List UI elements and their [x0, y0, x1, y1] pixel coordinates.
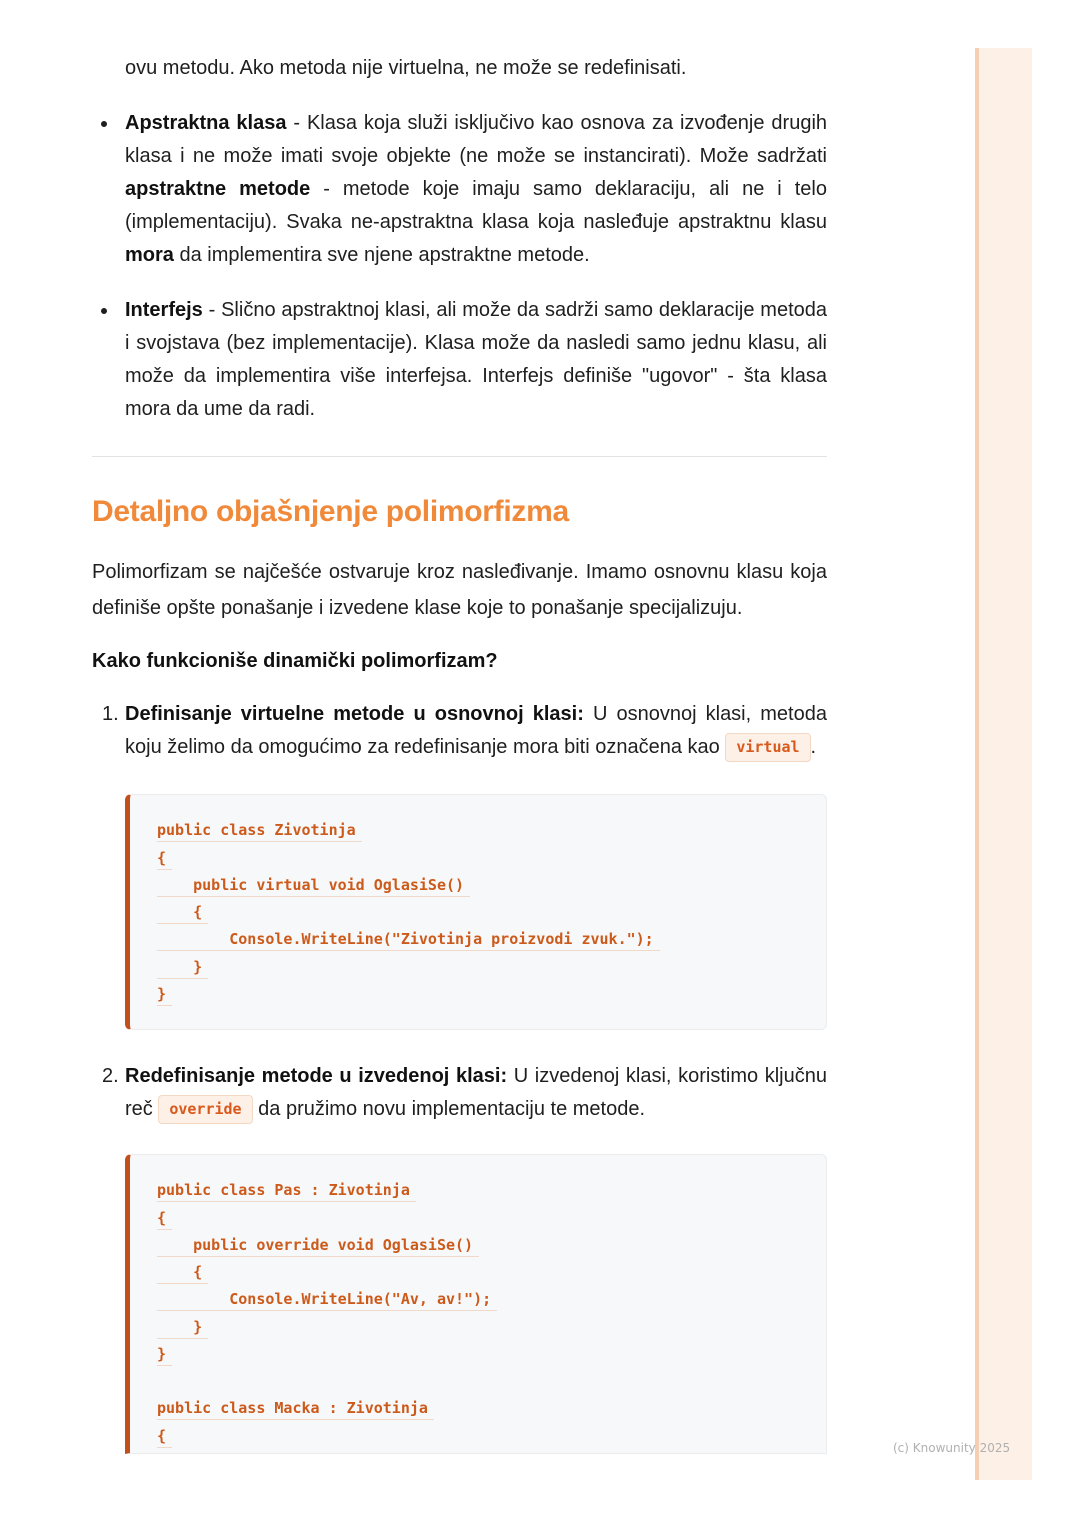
subheading: Kako funkcioniše dinamički polimorfizam? [92, 650, 498, 672]
step-number: 2. [102, 1065, 119, 1087]
step-1-title: Definisanje virtuelne metode u osnovnoj klasi: [125, 703, 584, 725]
code-line: { [157, 1261, 208, 1284]
code-line: Console.WriteLine("Av, av!"); [157, 1288, 497, 1311]
virtual-keyword: virtual [725, 733, 810, 762]
bullet-abstract-class [92, 107, 827, 272]
code-line: { [157, 1425, 172, 1448]
step-1-text: Definisanje virtuelne metode u osnovnoj klasi: U osnovnoj klasi, metoda koju želimo da omogućimo za redefinisanje mora biti označena kao virtual . [125, 698, 827, 764]
code-line: Console.WriteLine("Zivotinja proizvodi zvuk."); [157, 928, 660, 951]
step-1 [92, 698, 827, 764]
code-line: } [157, 1343, 172, 1366]
code-line: } [157, 956, 208, 979]
step-2-text: Redefinisanje metode u izvedenoj klasi: U izvedenoj klasi, koristimo ključnu reč override da pružimo novu implementaciju te metode. [125, 1060, 827, 1126]
code-line: public virtual void OglasiSe() [157, 874, 470, 897]
abstract-class-text: Apstraktna klasa - Klasa koja služi isključivo kao osnova za izvođenje drugih klasa i ne može imati svoje objekte (ne može se instancirati). Može sadržati apstraktne metode - metode koje imaju samo deklaraciju, ali ne i telo (implementaciju). Svaka ne-apstraktna klasa koja nasleđuje apstraktnu klasu mora da implementira sve njene apstraktne metode. [125, 112, 828, 266]
interface-term: Interfejs [125, 299, 203, 321]
abstract-class-term: Apstraktna klasa [125, 112, 287, 134]
code-line: { [157, 901, 208, 924]
code-block-pas-macka [125, 1154, 827, 1454]
right-margin-bar [975, 48, 1032, 1480]
step-number: 1. [102, 703, 119, 725]
bullet-interface [92, 294, 827, 426]
step-2 [92, 1060, 827, 1126]
code-line: public class Zivotinja [157, 819, 362, 842]
document-content [92, 0, 827, 1454]
code-line: public class Macka : Zivotinja [157, 1397, 434, 1420]
override-keyword: override [158, 1095, 252, 1124]
code-block-zivotinja [125, 794, 827, 1030]
bullet-dot-icon [101, 121, 107, 127]
step-2-title: Redefinisanje metode u izvedenoj klasi: [125, 1065, 508, 1087]
abstract-methods-term: apstraktne metode [125, 178, 311, 200]
copyright-footer: (c) Knowunity 2025 [893, 1441, 1011, 1455]
mora-term: mora [125, 244, 174, 266]
section-divider [92, 456, 827, 457]
section-intro: Polimorfizam se najčešće ostvaruje kroz nasleđivanje. Imamo osnovnu klasu koja definiše opšte ponašanje i izvedene klase koje to ponašanje specijalizuju. [92, 561, 827, 619]
bullet-dot-icon [101, 308, 107, 314]
code-line: { [157, 1207, 172, 1230]
code-line: } [157, 983, 172, 1006]
code-line: { [157, 847, 172, 870]
section-title: Detaljno objašnjenje polimorfizma [92, 495, 569, 528]
interface-text: Interfejs - Slično apstraktnoj klasi, ali može da sadrži samo deklaracije metoda i svojstava (bez implementacije). Klasa može da nasledi samo jednu klasu, ali može da implementira više interfejsa. Interfejs definiše "ugovor" - šta klasa mora da ume da radi. [125, 299, 827, 420]
code-line: public class Pas : Zivotinja [157, 1179, 416, 1202]
virtual-continuation-text: ovu metodu. Ako metoda nije virtuelna, ne može se redefinisati. [125, 57, 687, 79]
code-line: public override void OglasiSe() [157, 1234, 479, 1257]
code-line: } [157, 1316, 208, 1339]
